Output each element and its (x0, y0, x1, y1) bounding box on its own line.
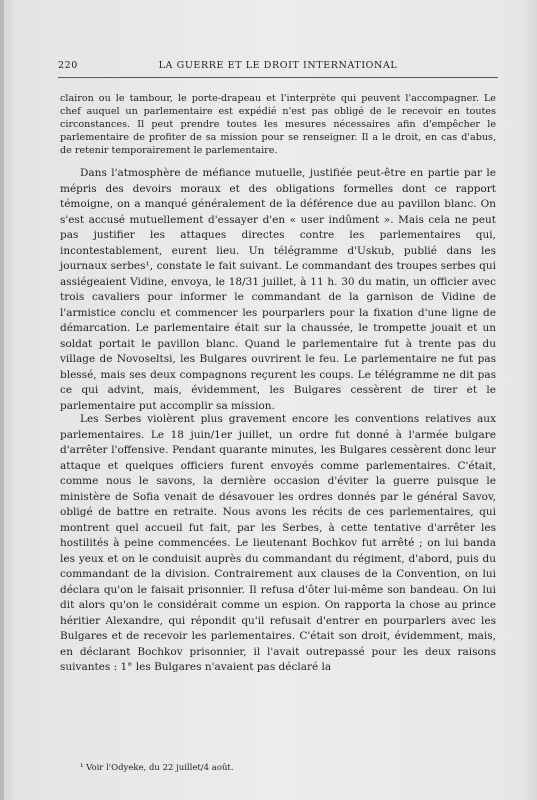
paragraph-1: Dans l'atmosphère de méfiance mutuelle, justifiée peut-être en partie par le mépris des devoirs moraux et des obligations formelles dont ce rapport témoigne, on a manqué généralement de la déférence due au pavillon blanc. On s'est accusé mutuellement d'essayer d'en « user indûment ». Mais cela ne peut pas justifier les attaques directes contre les parlementaires qui, incontestablement, eurent lieu. Un télégramme d'Uskub, publié dans les journaux serbes¹, constate le fait suivant. Le commandant des troupes serbes qui assiégeaient Vidine, envoya, le 18/31 juillet, à 11 h. 30 du matin, un officier avec trois cavaliers pour informer le commandant de la garnison de Vidine de l'armistice conclu et commencer les pourparlers pour la fixation d'une ligne de démarcation. Le parlementaire était sur la chaussée, le trompette jouait et un soldat portait le pavillon blanc. Quand le parlementaire fut à trente pas du village de Novoseltsi, les Bulgares ouvrirent le feu. Le parlementaire ne fut pas blessé, mais ses deux compagnons reçurent les coups. Le télégramme ne dit pas ce qui advint, mais, évidemment, les Bulgares cessèrent de tirer et le parlementaire put accomplir sa mission. (60, 167, 496, 412)
footnote: ¹ Voir l'Odyeke, du 22 juillet/4 août. (80, 763, 234, 773)
body-text (60, 166, 496, 414)
body-text-2 (60, 412, 496, 676)
intro-block (60, 93, 496, 158)
paragraph-2: Les Serbes violèrent plus gravement encore les conventions relatives aux parlementaires. Le 18 juin/1er juillet, un ordre fut donné à l'armée bulgare d'arrêter l'offensive. Pendant quarante minutes, les Bulgares cessèrent donc leur attaque et quelques officiers furent envoyés comme parlementaires. C'était, comme nous le savons, la dernière occasion d'éviter la guerre puisque le ministère de Sofia venait de désavouer les ordres donnés par le général Savov, obligé de battre en retraite. Nous avons les récits de ces parlementaires, qui montrent quel accueil fut fait, par les Serbes, à cette tentative d'arrêter les hostilités à peine commencées. Le lieutenant Bochkov fut arrêté ; on lui banda les yeux et on le conduisit auprès du commandant du régiment, d'abord, puis du commandant de la division. Contrairement aux clauses de la Convention, on lui déclara qu'on le faisait prisonnier. Il refusa d'ôter lui-même son bandeau. On lui dit alors qu'on le considérait comme un espion. On rapporta la chose au prince héritier Alexandre, qui répondit qu'il refusait d'entrer en pourparlers avec les Bulgares et de recevoir les parlementaires. C'était son droit, évidemment, mais, en déclarant Bochkov prisonnier, il l'avait outrepassé pour les deux raisons suivantes : 1° les Bulgares n'avaient pas déclaré la (60, 413, 496, 673)
running-title: LA GUERRE ET LE DROIT INTERNATIONAL (158, 60, 398, 71)
running-header (58, 60, 498, 76)
page-number: 220 (58, 60, 78, 71)
header-rule (58, 77, 498, 78)
intro-paragraph: clairon ou le tambour, le porte-drapeau et l'interprète qui peuvent l'accompagner. Le chef auquel un parlementaire est expédié n'est pas obligé de le recevoir en toutes circonstances. Il peut prendre toutes les mesures nécessaires afin d'empêcher le parlementaire de profiter de sa mission pour se renseigner. Il a le droit, en cas d'abus, de retenir temporairement le parlementaire. (60, 93, 496, 156)
page-spine-shadow (0, 0, 4, 800)
